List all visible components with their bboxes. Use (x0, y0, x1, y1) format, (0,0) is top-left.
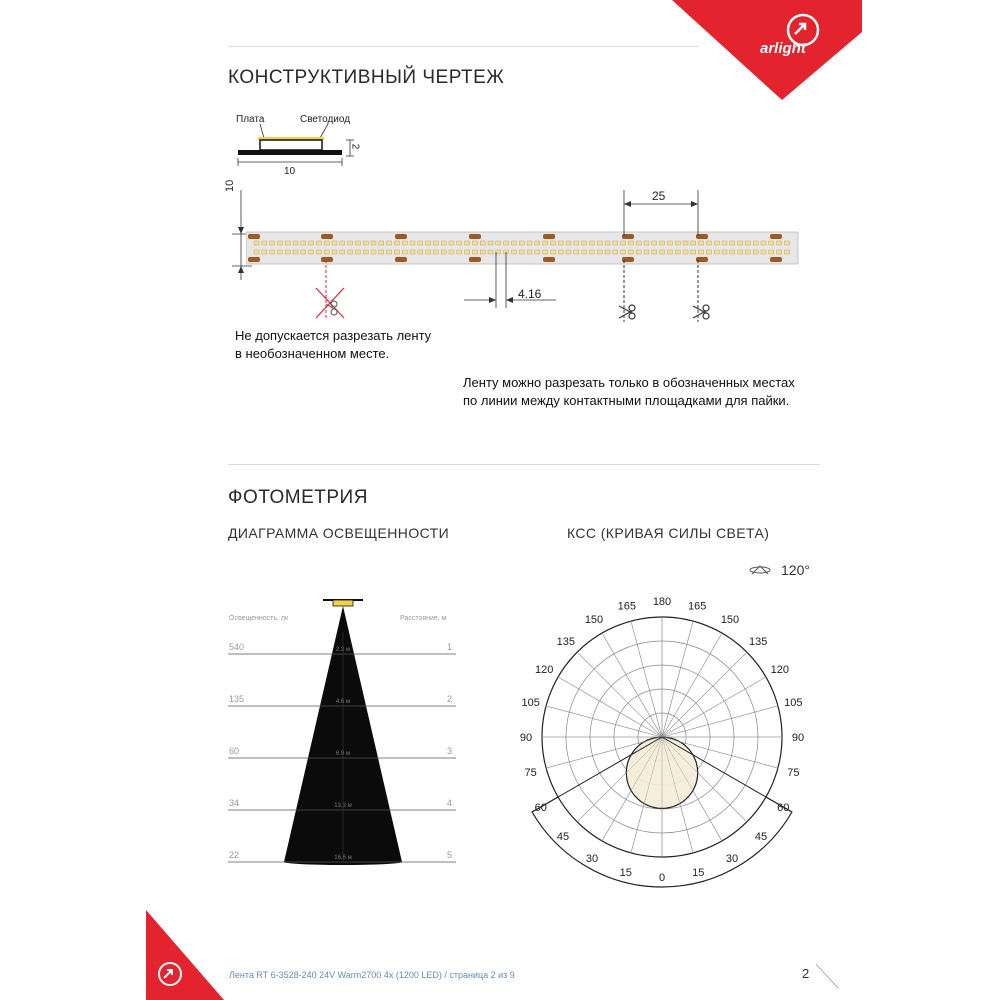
led-chip (348, 241, 353, 245)
led-chip (644, 250, 649, 254)
illuminance-diagram (228, 592, 458, 870)
led-chip (753, 241, 758, 245)
led-chip (316, 241, 321, 245)
led-chip (683, 250, 688, 254)
led-chip (355, 241, 360, 245)
led-chip (472, 241, 477, 245)
led-chip (738, 241, 743, 245)
polar-spoke (662, 677, 766, 737)
top-divider (228, 46, 698, 47)
spot-diameter: 13.3 м (334, 803, 352, 809)
led-chip (769, 250, 774, 254)
led-chip (433, 241, 438, 245)
section-divider (228, 464, 820, 465)
illuminance-title: ДИАГРАММА ОСВЕЩЕННОСТИ (228, 525, 450, 541)
led-chip (270, 250, 275, 254)
solder-pad (248, 234, 260, 239)
led-chip (488, 241, 493, 245)
led-chip (394, 250, 399, 254)
led-chip (332, 250, 337, 254)
led-chip (254, 241, 259, 245)
led-chip (582, 250, 587, 254)
led-chip (652, 241, 657, 245)
solder-pad (469, 234, 481, 239)
led-chip (441, 250, 446, 254)
led-chip (706, 250, 711, 254)
angle-label: 90 (791, 732, 805, 744)
polar-spoke (558, 677, 662, 737)
angle-label: 15 (692, 867, 705, 880)
angle-label: 150 (584, 614, 604, 627)
led-chip (262, 241, 267, 245)
spot-diameter: 4.6 м (335, 699, 351, 705)
led-chip (675, 250, 680, 254)
led-chip (745, 250, 750, 254)
page-corner-line (812, 962, 842, 992)
angle-label: 105 (521, 696, 540, 709)
led-chip (589, 250, 594, 254)
led-chip (363, 241, 368, 245)
angle-label: 135 (748, 635, 768, 648)
solder-pad (248, 257, 260, 262)
led-chip (270, 241, 275, 245)
led-chip (543, 241, 548, 245)
beam-angle-value: 120° (781, 562, 810, 578)
warning-line: Не допускается разрезать ленту (235, 328, 432, 343)
angle-label: 75 (787, 767, 800, 780)
led-chip (332, 241, 337, 245)
fixture-mark (333, 600, 353, 606)
led-chip (699, 250, 704, 254)
distance-value: 3 (446, 746, 452, 756)
led-chip (285, 241, 290, 245)
brand-corner-bottom (146, 910, 226, 1000)
led-chip (371, 241, 376, 245)
led-chip (277, 250, 282, 254)
distance-value: 4 (446, 798, 452, 808)
polar-spoke (602, 633, 662, 737)
led-chip (301, 250, 306, 254)
angle-label: 60 (534, 802, 547, 814)
led-chip (433, 250, 438, 254)
scissors-icon (690, 258, 720, 324)
led-chip (691, 241, 696, 245)
led-chip (574, 250, 579, 254)
solder-pad (395, 234, 407, 239)
lux-value: 135 (229, 694, 245, 704)
lux-value: 540 (229, 642, 245, 652)
solder-pad (321, 234, 333, 239)
angle-label: 180 (652, 596, 672, 608)
led-chip (675, 241, 680, 245)
led-chip (660, 250, 665, 254)
led-chip (324, 250, 329, 254)
led-chip (441, 241, 446, 245)
led-chip (621, 241, 626, 245)
angle-label: 150 (720, 614, 740, 627)
led-chip (340, 250, 345, 254)
led-chip (309, 241, 314, 245)
led-chip (628, 241, 633, 245)
led-chip (496, 241, 501, 245)
warning-line: в необозначенном месте. (235, 346, 390, 361)
angle-label: 165 (688, 600, 707, 613)
beam-angle-icon (746, 560, 776, 582)
kss-polar-chart (520, 580, 820, 900)
polar-spoke (546, 706, 662, 737)
led-chip (691, 250, 696, 254)
led-chip (605, 241, 610, 245)
led-chip (558, 241, 563, 245)
led-chip (402, 250, 407, 254)
solder-pad (770, 234, 782, 239)
led-chip (402, 241, 407, 245)
angle-label: 0 (658, 872, 666, 884)
led-pitch-label: 4.16 (518, 287, 542, 301)
led-chip (301, 241, 306, 245)
profile-height-label: 2 (349, 143, 361, 150)
led-chip (730, 241, 735, 245)
led-chip (714, 250, 719, 254)
angle-label: 90 (520, 732, 533, 744)
led-chip (410, 250, 415, 254)
led-chip (582, 241, 587, 245)
led-chip (410, 241, 415, 245)
led-chip (379, 241, 384, 245)
led-chip (465, 241, 470, 245)
polar-spoke (662, 706, 778, 737)
led-chip (285, 250, 290, 254)
led-chip (535, 241, 540, 245)
angle-label: 75 (524, 767, 537, 780)
led-chip (683, 241, 688, 245)
led-chip (355, 250, 360, 254)
led-chip (605, 250, 610, 254)
angle-label: 120 (535, 664, 554, 676)
led-chip (254, 250, 259, 254)
led-chip (363, 250, 368, 254)
led-chip (621, 250, 626, 254)
strip-height-label: 10 (224, 179, 236, 192)
led-chip (667, 241, 672, 245)
spot-diameter: 2.3 м (335, 647, 351, 653)
led-chip (480, 241, 485, 245)
angle-label: 60 (777, 802, 790, 814)
angle-label: 30 (725, 853, 739, 866)
polar-spoke (662, 633, 722, 737)
led-chip (699, 241, 704, 245)
led-chip (706, 241, 711, 245)
board-label: Плата (236, 114, 265, 125)
led-chip (722, 241, 727, 245)
angle-label: 45 (556, 830, 570, 843)
solder-pad (395, 257, 407, 262)
profile-width-label: 10 (284, 166, 296, 177)
lux-value: 34 (229, 798, 240, 808)
polar-spoke (662, 652, 747, 737)
led-chip (714, 241, 719, 245)
kss-title: КСС (КРИВАЯ СИЛЫ СВЕТА) (567, 525, 770, 541)
led-chip (511, 241, 516, 245)
solder-pad (770, 257, 782, 262)
angle-label: 120 (770, 664, 789, 676)
led-chip (309, 250, 314, 254)
led-chip (293, 250, 298, 254)
led-chip (293, 241, 298, 245)
led-chip (394, 241, 399, 245)
led-chip (527, 241, 532, 245)
polar-spoke (662, 621, 693, 737)
led-chip (418, 250, 423, 254)
led-chip (449, 241, 454, 245)
led-pitch-dimension (460, 250, 560, 310)
led-chip (769, 241, 774, 245)
spot-diameter: 6.9 м (335, 751, 351, 757)
cut-info-note (463, 374, 795, 410)
led-chip (426, 241, 431, 245)
led-chip (652, 250, 657, 254)
led-chip (613, 250, 618, 254)
led-chip (457, 241, 462, 245)
led-chip (418, 241, 423, 245)
led-chip (777, 241, 782, 245)
angle-label: 15 (619, 867, 632, 880)
led-chip (387, 250, 392, 254)
forbidden-cut-icon (312, 258, 352, 322)
led-chip (340, 241, 345, 245)
logo-text: arlight (760, 40, 806, 57)
cut-info-line: Ленту можно разрезать только в обозначенных местах (463, 375, 795, 390)
angle-label: 105 (784, 696, 803, 709)
led-chip (387, 241, 392, 245)
led-chip (504, 241, 509, 245)
led-chip (574, 241, 579, 245)
led-chip (426, 250, 431, 254)
led-chip (597, 241, 602, 245)
led-chip (644, 241, 649, 245)
scissors-icon (615, 258, 645, 324)
warning-note (235, 327, 431, 363)
distance-value: 2 (446, 694, 452, 704)
led-chip (761, 250, 766, 254)
led-chip (379, 250, 384, 254)
angle-label: 165 (617, 600, 636, 613)
led-chip (745, 241, 750, 245)
led-chip (738, 250, 743, 254)
drawing-title: КОНСТРУКТИВНЫЙ ЧЕРТЕЖ (228, 67, 505, 88)
angle-label: 135 (556, 635, 576, 648)
led-chip (348, 250, 353, 254)
distance-axis-label: Расстояние, м (400, 615, 447, 622)
led-chip (316, 250, 321, 254)
led-chip (753, 250, 758, 254)
led-chip (613, 241, 618, 245)
led-chip (277, 241, 282, 245)
cut-info-line: по линии между контактными площадками для пайки. (463, 393, 790, 408)
cut-step-label: 25 (652, 189, 666, 203)
led-chip (519, 241, 524, 245)
led-chip (262, 250, 267, 254)
led-chip (589, 241, 594, 245)
led-chip (730, 250, 735, 254)
page-number: 2 (802, 966, 810, 981)
lux-value: 60 (229, 746, 240, 756)
led-chip (566, 241, 571, 245)
led-chip (566, 250, 571, 254)
led-chip (761, 241, 766, 245)
led-chip (784, 241, 789, 245)
led-chip (667, 250, 672, 254)
led-chip (722, 250, 727, 254)
led-chip (371, 250, 376, 254)
led-chip (636, 241, 641, 245)
led-chip (628, 250, 633, 254)
led-chip (660, 241, 665, 245)
photometry-title: ФОТОМЕТРИЯ (228, 487, 368, 508)
led-chip (550, 241, 555, 245)
led-chip (597, 250, 602, 254)
led-chip (449, 250, 454, 254)
lux-value: 22 (229, 850, 240, 860)
distance-value: 5 (446, 850, 452, 860)
spot-diameter: 16.6 м (334, 855, 352, 861)
angle-label: 30 (585, 853, 599, 866)
lux-axis-label: Освещенность, лк (229, 615, 289, 622)
led-chip (636, 250, 641, 254)
angle-label: 45 (754, 830, 768, 843)
distance-value: 1 (446, 642, 452, 652)
solder-pad (543, 234, 555, 239)
led-label: Светодиод (300, 114, 351, 125)
polar-spoke (577, 652, 662, 737)
footer-text: Лента RT 6-3528-240 24V Warm2700 4x (1200 LED) / страница 2 из 9 (229, 970, 515, 980)
led-chip (324, 241, 329, 245)
polar-spoke (631, 621, 662, 737)
led-chip (784, 250, 789, 254)
led-chip (777, 250, 782, 254)
